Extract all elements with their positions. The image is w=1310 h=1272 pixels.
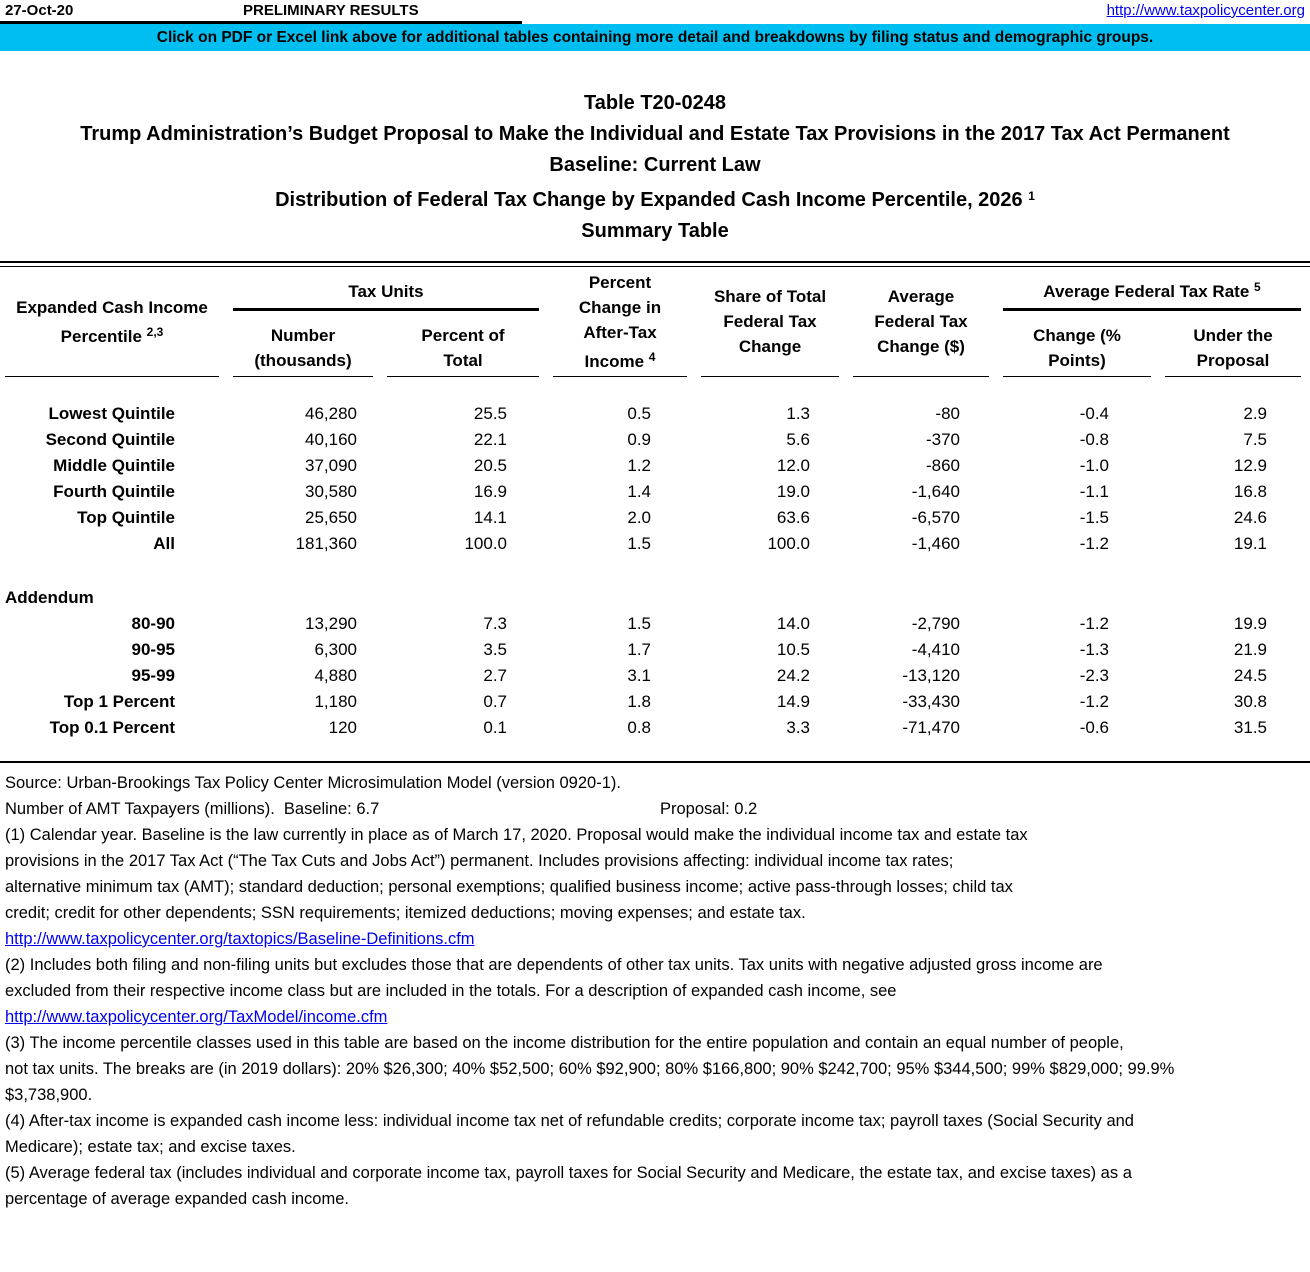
cell: 31.5 (1233, 718, 1267, 737)
title-block (0, 88, 1310, 247)
cell: -370 (925, 430, 960, 449)
table-row (0, 637, 1310, 663)
cell: 1.5 (627, 614, 651, 633)
cell: 1.5 (627, 534, 651, 553)
group-header-tax-units: Tax Units (233, 267, 539, 311)
footnote-line: not tax units. The breaks are (in 2019 dollars): 20% $26,300; 40% $52,500; 60% $92,900; 80% $166,800; 90% $242,700; 95% $344,500; 99% $829,000; 99.9% (5, 1060, 1175, 1078)
cell: 0.1 (483, 718, 507, 737)
cell: 24.5 (1233, 666, 1267, 685)
cell: 2.0 (627, 508, 651, 527)
row-label: All (153, 534, 175, 553)
cell: -4,410 (911, 640, 960, 659)
row-label: Middle Quintile (53, 456, 175, 475)
cell: 6,300 (314, 640, 357, 659)
cell: -1.2 (1079, 534, 1109, 553)
cell: 2.9 (1243, 404, 1267, 423)
footnote-line: alternative minimum tax (AMT); standard deduction; personal exemptions; qualified business income; active pass-through losses; child tax (5, 878, 1013, 896)
cell: -71,470 (902, 718, 960, 737)
footnote-ref-1: 1 (1028, 189, 1035, 203)
footnote-line: (5) Average federal tax (includes individual and corporate income tax, payroll taxes for Social Security and Medicare, the estate tax, and excise taxes) as a (5, 1164, 1132, 1182)
footnote-ref-4: 4 (648, 349, 656, 364)
cell: 0.7 (483, 692, 507, 711)
cell: 12.0 (776, 456, 810, 475)
table-row (0, 611, 1310, 637)
date-label: 27-Oct-20 (5, 2, 74, 19)
cell: -1.5 (1079, 508, 1109, 527)
cell: 10.5 (776, 640, 810, 659)
row-label: 80-90 (131, 614, 175, 633)
cell: 25,650 (305, 508, 357, 527)
addendum-label: Addendum (5, 588, 94, 607)
cell: -1.1 (1079, 482, 1109, 501)
group-header-avg-rate: Average Federal Tax Rate $^5$ (1003, 267, 1301, 311)
footnote-ref-5: 5 (1254, 280, 1261, 294)
cell: 19.0 (776, 482, 810, 501)
cell: 14.9 (776, 692, 810, 711)
cell: 24.6 (1233, 508, 1267, 527)
cell: 14.1 (473, 508, 507, 527)
cell: 63.6 (776, 508, 810, 527)
cell: 4,880 (314, 666, 357, 685)
cell: 181,360 (295, 534, 357, 553)
cell: 1.8 (627, 692, 651, 711)
cell: -860 (925, 456, 960, 475)
row-label: Lowest Quintile (48, 404, 175, 423)
footnote-line: (4) After-tax income is expanded cash income less: individual income tax net of refundable credits; corporate income tax; payroll taxes (Social Security and (5, 1112, 1134, 1130)
amt-baseline: Baseline: 6.7 (283, 800, 380, 818)
cell: 19.1 (1233, 534, 1267, 553)
title-proposal: Trump Administration’s Budget Proposal to Make the Individual and Estate Tax Provisions in the 2017 Tax Act Permanent (80, 123, 1230, 145)
footnote-ref-2-3: 2,3 (146, 324, 164, 339)
footnote-line: provisions in the 2017 Tax Act (“The Tax Cuts and Jobs Act”) permanent. Includes provisions affecting: individual income tax rates; (5, 852, 954, 870)
title-baseline: Baseline: Current Law (549, 154, 761, 176)
cell: -2,790 (911, 614, 960, 633)
footnote-line: excluded from their respective income class but are included in the totals. For a description of expanded cash income, see (5, 982, 897, 1000)
footnote-line: Medicare); estate tax; and excise taxes. (5, 1138, 296, 1156)
cell: 14.0 (776, 614, 810, 633)
footnote-link[interactable]: http://www.taxpolicycenter.org/taxtopics/Baseline-Definitions.cfm (5, 930, 475, 948)
cell: 0.8 (627, 718, 651, 737)
cell: 3.3 (786, 718, 810, 737)
cell: -1.0 (1079, 456, 1109, 475)
amt-label: Number of AMT Taxpayers (millions). (5, 800, 275, 818)
footnote-line: (1) Calendar year. Baseline is the law currently in place as of March 17, 2020. Proposal would make the individual income tax and estate tax (5, 826, 1028, 844)
table-row (0, 715, 1310, 741)
footnote-line: credit; credit for other dependents; SSN requirements; itemized deductions; moving expenses; and estate tax. (5, 904, 806, 922)
cell: 30,580 (305, 482, 357, 501)
cell: 3.1 (627, 666, 651, 685)
cell: 1.3 (786, 404, 810, 423)
cell: 25.5 (473, 404, 507, 423)
footnote-line: (2) Includes both filing and non-filing units but excludes those that are dependents of other tax units. Tax units with negative adjusted gross income are (5, 956, 1103, 974)
footnotes (0, 763, 1310, 1212)
cell: 46,280 (305, 404, 357, 423)
amt-line (5, 796, 1305, 822)
col-header-under-proposal: Under the Proposal (1165, 311, 1301, 377)
table-row (0, 505, 1310, 531)
cell: 40,160 (305, 430, 357, 449)
col-header-percent-of-total: Percent of Total (387, 311, 539, 377)
col-header-rate-change: Change (% Points) (1003, 311, 1151, 377)
table-row (0, 689, 1310, 715)
cell: -6,570 (911, 508, 960, 527)
row-label: Second Quintile (45, 430, 175, 449)
cell: -0.8 (1079, 430, 1109, 449)
cell: -0.6 (1079, 718, 1109, 737)
table-header (0, 267, 1310, 377)
table-row (0, 427, 1310, 453)
cell: 7.3 (483, 614, 507, 633)
cell: 22.1 (473, 430, 507, 449)
cell: -33,430 (902, 692, 960, 711)
cell: -1.2 (1079, 614, 1109, 633)
col-header-number: Number (thousands) (233, 311, 373, 377)
col-header-percentile: Expanded Cash Income Percentile $^{2,3}$ (5, 267, 219, 377)
row-label: Top 1 Percent (63, 692, 175, 711)
cell: 0.9 (627, 430, 651, 449)
col-header-avg-change: Average Federal Tax Change ($) (853, 267, 989, 377)
table-row (0, 453, 1310, 479)
table-row (0, 479, 1310, 505)
footnote-link[interactable]: http://www.taxpolicycenter.org/TaxModel/income.cfm (5, 1008, 388, 1026)
preliminary-results-label: PRELIMINARY RESULTS (243, 2, 419, 19)
cell: 12.9 (1233, 456, 1267, 475)
cell: 3.5 (483, 640, 507, 659)
cell: 1.2 (627, 456, 651, 475)
table-body (0, 401, 1310, 557)
cell: -1.3 (1079, 640, 1109, 659)
top-rule (0, 21, 522, 24)
source-line: Source: Urban-Brookings Tax Policy Center Microsimulation Model (version 0920-1). (5, 774, 621, 792)
cell: 16.9 (473, 482, 507, 501)
banner-text: Click on PDF or Excel link above for additional tables containing more detail and breakdowns by filing status and demographic groups. (156, 28, 1154, 46)
table-row (0, 531, 1310, 557)
footnote-line: (3) The income percentile classes used in this table are based on the income distribution for the entire population and contain an equal number of people, (5, 1034, 1124, 1052)
title-summary: Summary Table (581, 220, 729, 242)
cell: 19.9 (1233, 614, 1267, 633)
cell: -80 (935, 404, 960, 423)
amt-proposal: Proposal: 0.2 (660, 800, 758, 818)
cell: 30.8 (1233, 692, 1267, 711)
footnote-line (5, 1004, 1305, 1030)
summary-table (0, 261, 1310, 763)
cell: -13,120 (902, 666, 960, 685)
row-label: Top 0.1 Percent (49, 718, 175, 737)
table-id: Table T20-0248 (584, 92, 726, 114)
addendum-body (0, 611, 1310, 741)
taxpolicycenter-link[interactable]: http://www.taxpolicycenter.org (1106, 2, 1305, 19)
cell: -1.2 (1079, 692, 1109, 711)
cell: 120 (328, 718, 357, 737)
cell: -2.3 (1079, 666, 1109, 685)
cell: 2.7 (483, 666, 507, 685)
cell: 37,090 (305, 456, 357, 475)
cell: 13,290 (305, 614, 357, 633)
row-label: Top Quintile (77, 508, 175, 527)
footnote-line (5, 926, 1305, 952)
footnote-line: percentage of average expanded cash income. (5, 1190, 349, 1208)
cell: 21.9 (1233, 640, 1267, 659)
row-label: 95-99 (131, 666, 175, 685)
cell: -0.4 (1079, 404, 1109, 423)
cell: 1,180 (314, 692, 357, 711)
table-row (0, 401, 1310, 427)
cell: 20.5 (473, 456, 507, 475)
col-header-pct-change-after-tax: Percent Change in After-Tax Income $^4$ (553, 267, 687, 377)
cell: -1,460 (911, 534, 960, 553)
cell: 1.7 (627, 640, 651, 659)
footnote-lines (5, 822, 1305, 1212)
cell: 100.0 (767, 534, 810, 553)
title-distribution: Distribution of Federal Tax Change by Expanded Cash Income Percentile, 2026 $^1$ (275, 189, 1035, 211)
row-label: Fourth Quintile (53, 482, 175, 501)
cell: 24.2 (776, 666, 810, 685)
cell: -1,640 (911, 482, 960, 501)
cell: 7.5 (1243, 430, 1267, 449)
cell: 100.0 (464, 534, 507, 553)
cell: 16.8 (1233, 482, 1267, 501)
cell: 5.6 (786, 430, 810, 449)
top-bar (0, 0, 1310, 24)
cell: 0.5 (627, 404, 651, 423)
footnote-line: $3,738,900. (5, 1086, 93, 1104)
table-row (0, 663, 1310, 689)
col-header-share-of-total: Share of Total Federal Tax Change (701, 267, 839, 377)
row-label: 90-95 (131, 640, 175, 659)
cell: 1.4 (627, 482, 651, 501)
banner (0, 24, 1310, 51)
